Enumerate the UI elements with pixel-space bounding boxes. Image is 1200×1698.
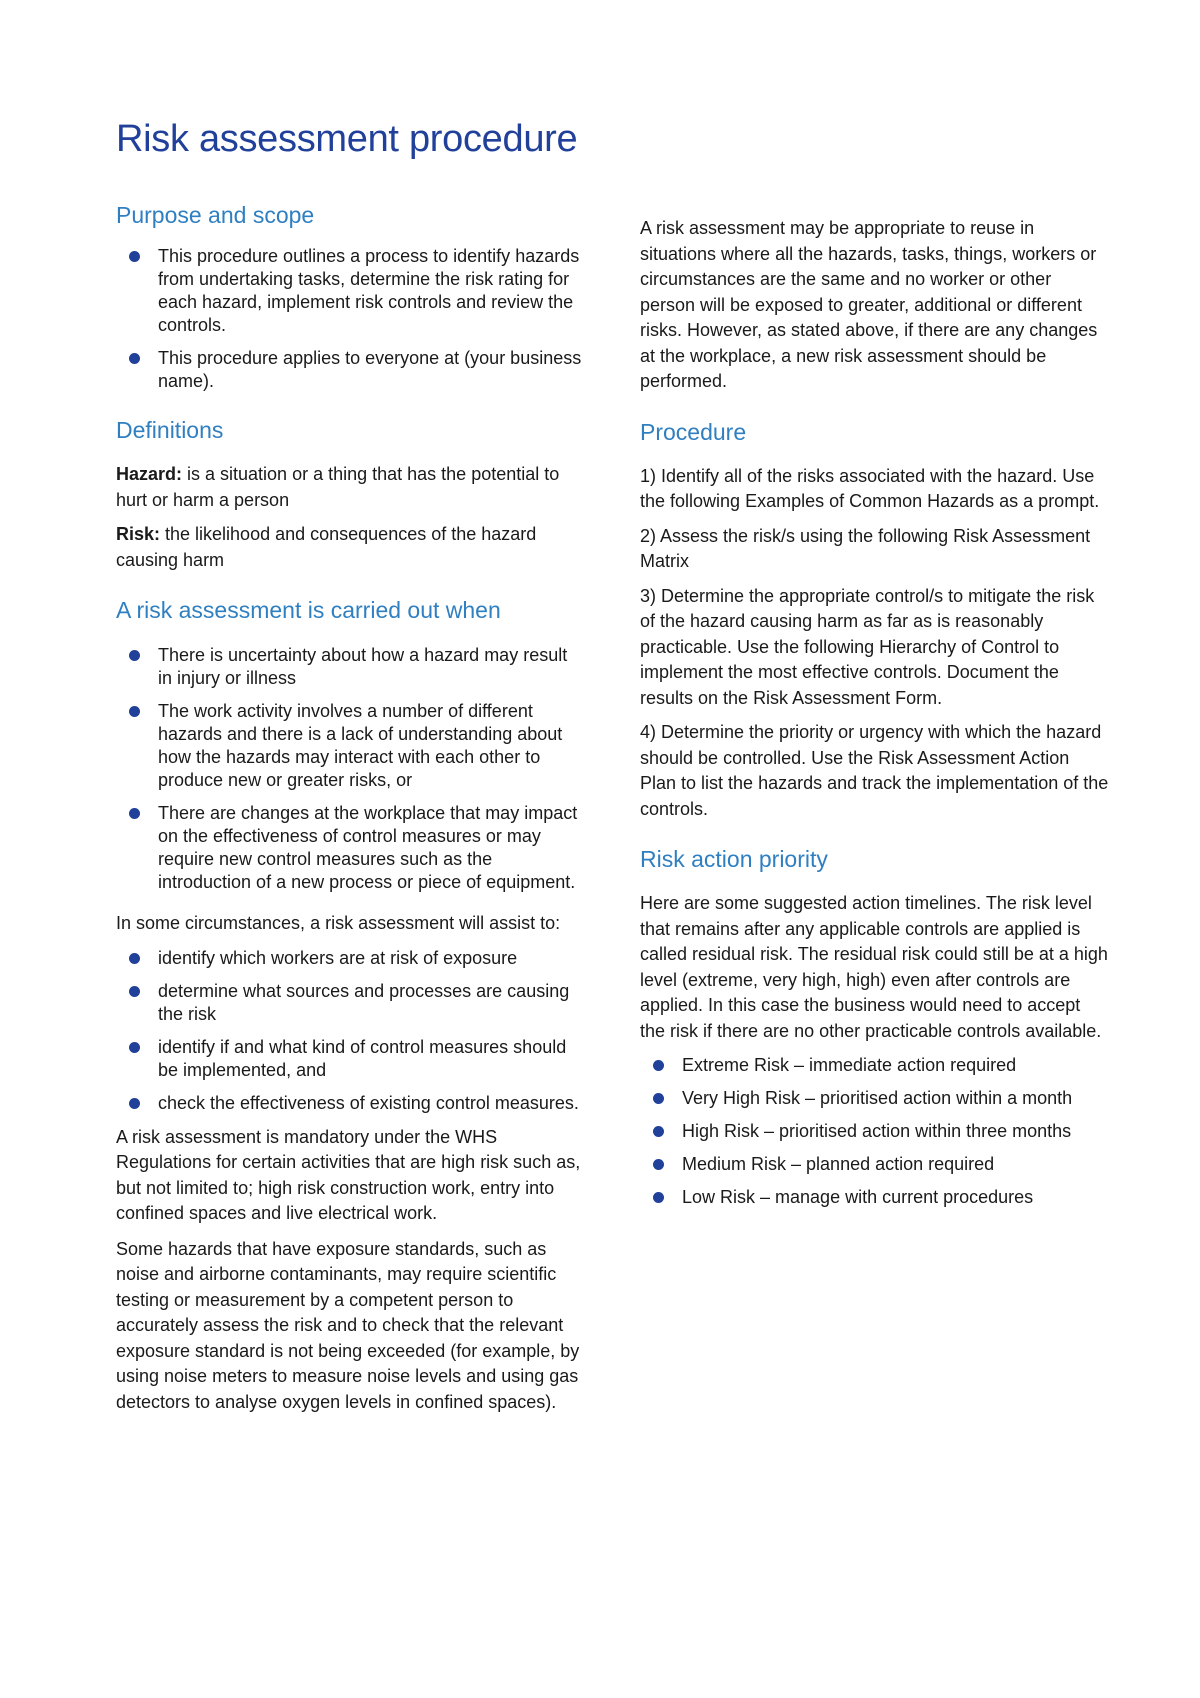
purpose-heading: Purpose and scope — [116, 202, 315, 228]
hazard-term: Hazard: — [116, 464, 183, 484]
risk-text: the likelihood and consequences of the hazard causing harm — [116, 524, 537, 570]
list-item-text: identify which workers are at risk of exposure — [158, 947, 518, 968]
list-item — [116, 947, 586, 970]
list-item — [640, 1186, 1110, 1209]
bullet-icon — [129, 953, 140, 964]
list-item — [640, 1054, 1110, 1077]
when-heading: A risk assessment is carried out when — [116, 597, 501, 623]
procedure-step: 2) Assess the risk/s using the following Risk Assessment Matrix — [640, 525, 1091, 571]
bullet-icon — [129, 650, 140, 661]
list-item-text: Extreme Risk – immediate action required — [682, 1055, 1017, 1075]
bullet-icon — [129, 251, 140, 262]
risk-definition — [116, 522, 586, 573]
assist-list — [116, 947, 586, 1115]
hazard-definition — [116, 462, 586, 513]
bullet-icon — [129, 706, 140, 717]
list-item — [116, 1092, 586, 1115]
bullet-icon — [653, 1060, 664, 1071]
procedure-heading: Procedure — [640, 418, 747, 445]
list-item-text: determine what sources and processes are causing the risk — [158, 980, 570, 1024]
list-item-text: Medium Risk – planned action required — [682, 1154, 995, 1174]
list-item — [116, 347, 586, 393]
list-item-text: There are changes at the workplace that may impact on the effectiveness of control measures or may require new control measures such as the introduction of a new process or piece of equipment. — [158, 803, 578, 892]
priority-heading: Risk action priority — [640, 846, 828, 872]
bullet-icon — [129, 353, 140, 364]
procedure-step: 4) Determine the priority or urgency with which the hazard should be controlled. Use the Risk Assessment Action Plan to list the hazards and track the implementation of the controls. — [640, 722, 1109, 819]
definitions-heading: Definitions — [116, 417, 224, 443]
list-item-text: This procedure applies to everyone at (your business name). — [158, 348, 582, 391]
list-item-text: check the effectiveness of existing control measures. — [158, 1092, 579, 1113]
right-column — [640, 202, 1110, 1209]
bullet-icon — [129, 808, 140, 819]
left-column — [116, 202, 586, 1415]
bullet-icon — [653, 1159, 664, 1170]
page-title: Risk assessment procedure — [116, 118, 578, 160]
mandatory-paragraph: A risk assessment is mandatory under the WHS Regulations for certain activities that are high risk such as, but not limited to; high risk construction work, entry into confined spaces and live electrical work. — [116, 1126, 581, 1223]
priority-intro: Here are some suggested action timelines. The risk level that remains after any applicable controls are applied is called residual risk. The residual risk could still be at a high level (extreme, very high, high) even after controls are applied. In this case the business would need to accept the risk if there are no other practicable controls available. — [640, 893, 1108, 1041]
hazard-text: is a situation or a thing that has the potential to hurt or harm a person — [116, 464, 560, 510]
bullet-icon — [653, 1192, 664, 1203]
risk-term: Risk: — [116, 524, 161, 544]
procedure-step: 1) Identify all of the risks associated with the hazard. Use the following Examples of Common Hazards as a prompt. — [640, 465, 1100, 511]
bullet-icon — [653, 1093, 664, 1104]
list-item — [116, 700, 586, 792]
list-item — [640, 1087, 1110, 1110]
list-item-text: There is uncertainty about how a hazard may result in injury or illness — [158, 645, 568, 688]
list-item — [116, 980, 586, 1026]
when-list — [116, 644, 586, 894]
list-item-text: High Risk – prioritised action within three months — [682, 1121, 1072, 1141]
list-item — [116, 644, 586, 690]
list-item — [116, 1036, 586, 1082]
list-item — [640, 1120, 1110, 1143]
list-item — [640, 1153, 1110, 1176]
exposure-paragraph: Some hazards that have exposure standards, such as noise and airborne contaminants, may require scientific testing or measurement by a competent person to accurately assess the risk and to check that the relevant exposure standard is not being exceeded (for example, by using noise meters to measure noise levels and using gas detectors to analyse oxygen levels in confined spaces). — [116, 1238, 580, 1412]
bullet-icon — [653, 1126, 664, 1137]
purpose-list — [116, 245, 586, 393]
bullet-icon — [129, 986, 140, 997]
bullet-icon — [129, 1042, 140, 1053]
procedure-step: 3) Determine the appropriate control/s to mitigate the risk of the hazard causing harm as far as is reasonably practicable. Use the following Hierarchy of Control to implement the most effective controls. Document the results on the Risk Assessment Form. — [640, 585, 1095, 708]
list-item-text: The work activity involves a number of different hazards and there is a lack of understanding about how the hazards may interact with each other to produce new or greater risks, or — [158, 701, 563, 790]
bullet-icon — [129, 1098, 140, 1109]
list-item-text: Very High Risk – prioritised action within a month — [682, 1088, 1073, 1108]
list-item-text: This procedure outlines a process to identify hazards from undertaking tasks, determine the risk rating for each hazard, implement risk controls and review the controls. — [158, 246, 580, 335]
list-item-text: identify if and what kind of control measures should be implemented, and — [158, 1036, 567, 1080]
reuse-paragraph: A risk assessment may be appropriate to reuse in situations where all the hazards, tasks, things, workers or circumstances are the same and no worker or other person will be exposed to greater, additional or different risks. However, as stated above, if there are any changes at the workplace, a new risk assessment should be performed. — [640, 218, 1098, 391]
assist-intro: In some circumstances, a risk assessment will assist to: — [116, 913, 561, 933]
list-item — [116, 245, 586, 337]
list-item — [116, 802, 586, 894]
list-item-text: Low Risk – manage with current procedures — [682, 1187, 1034, 1207]
priority-list — [640, 1054, 1110, 1209]
